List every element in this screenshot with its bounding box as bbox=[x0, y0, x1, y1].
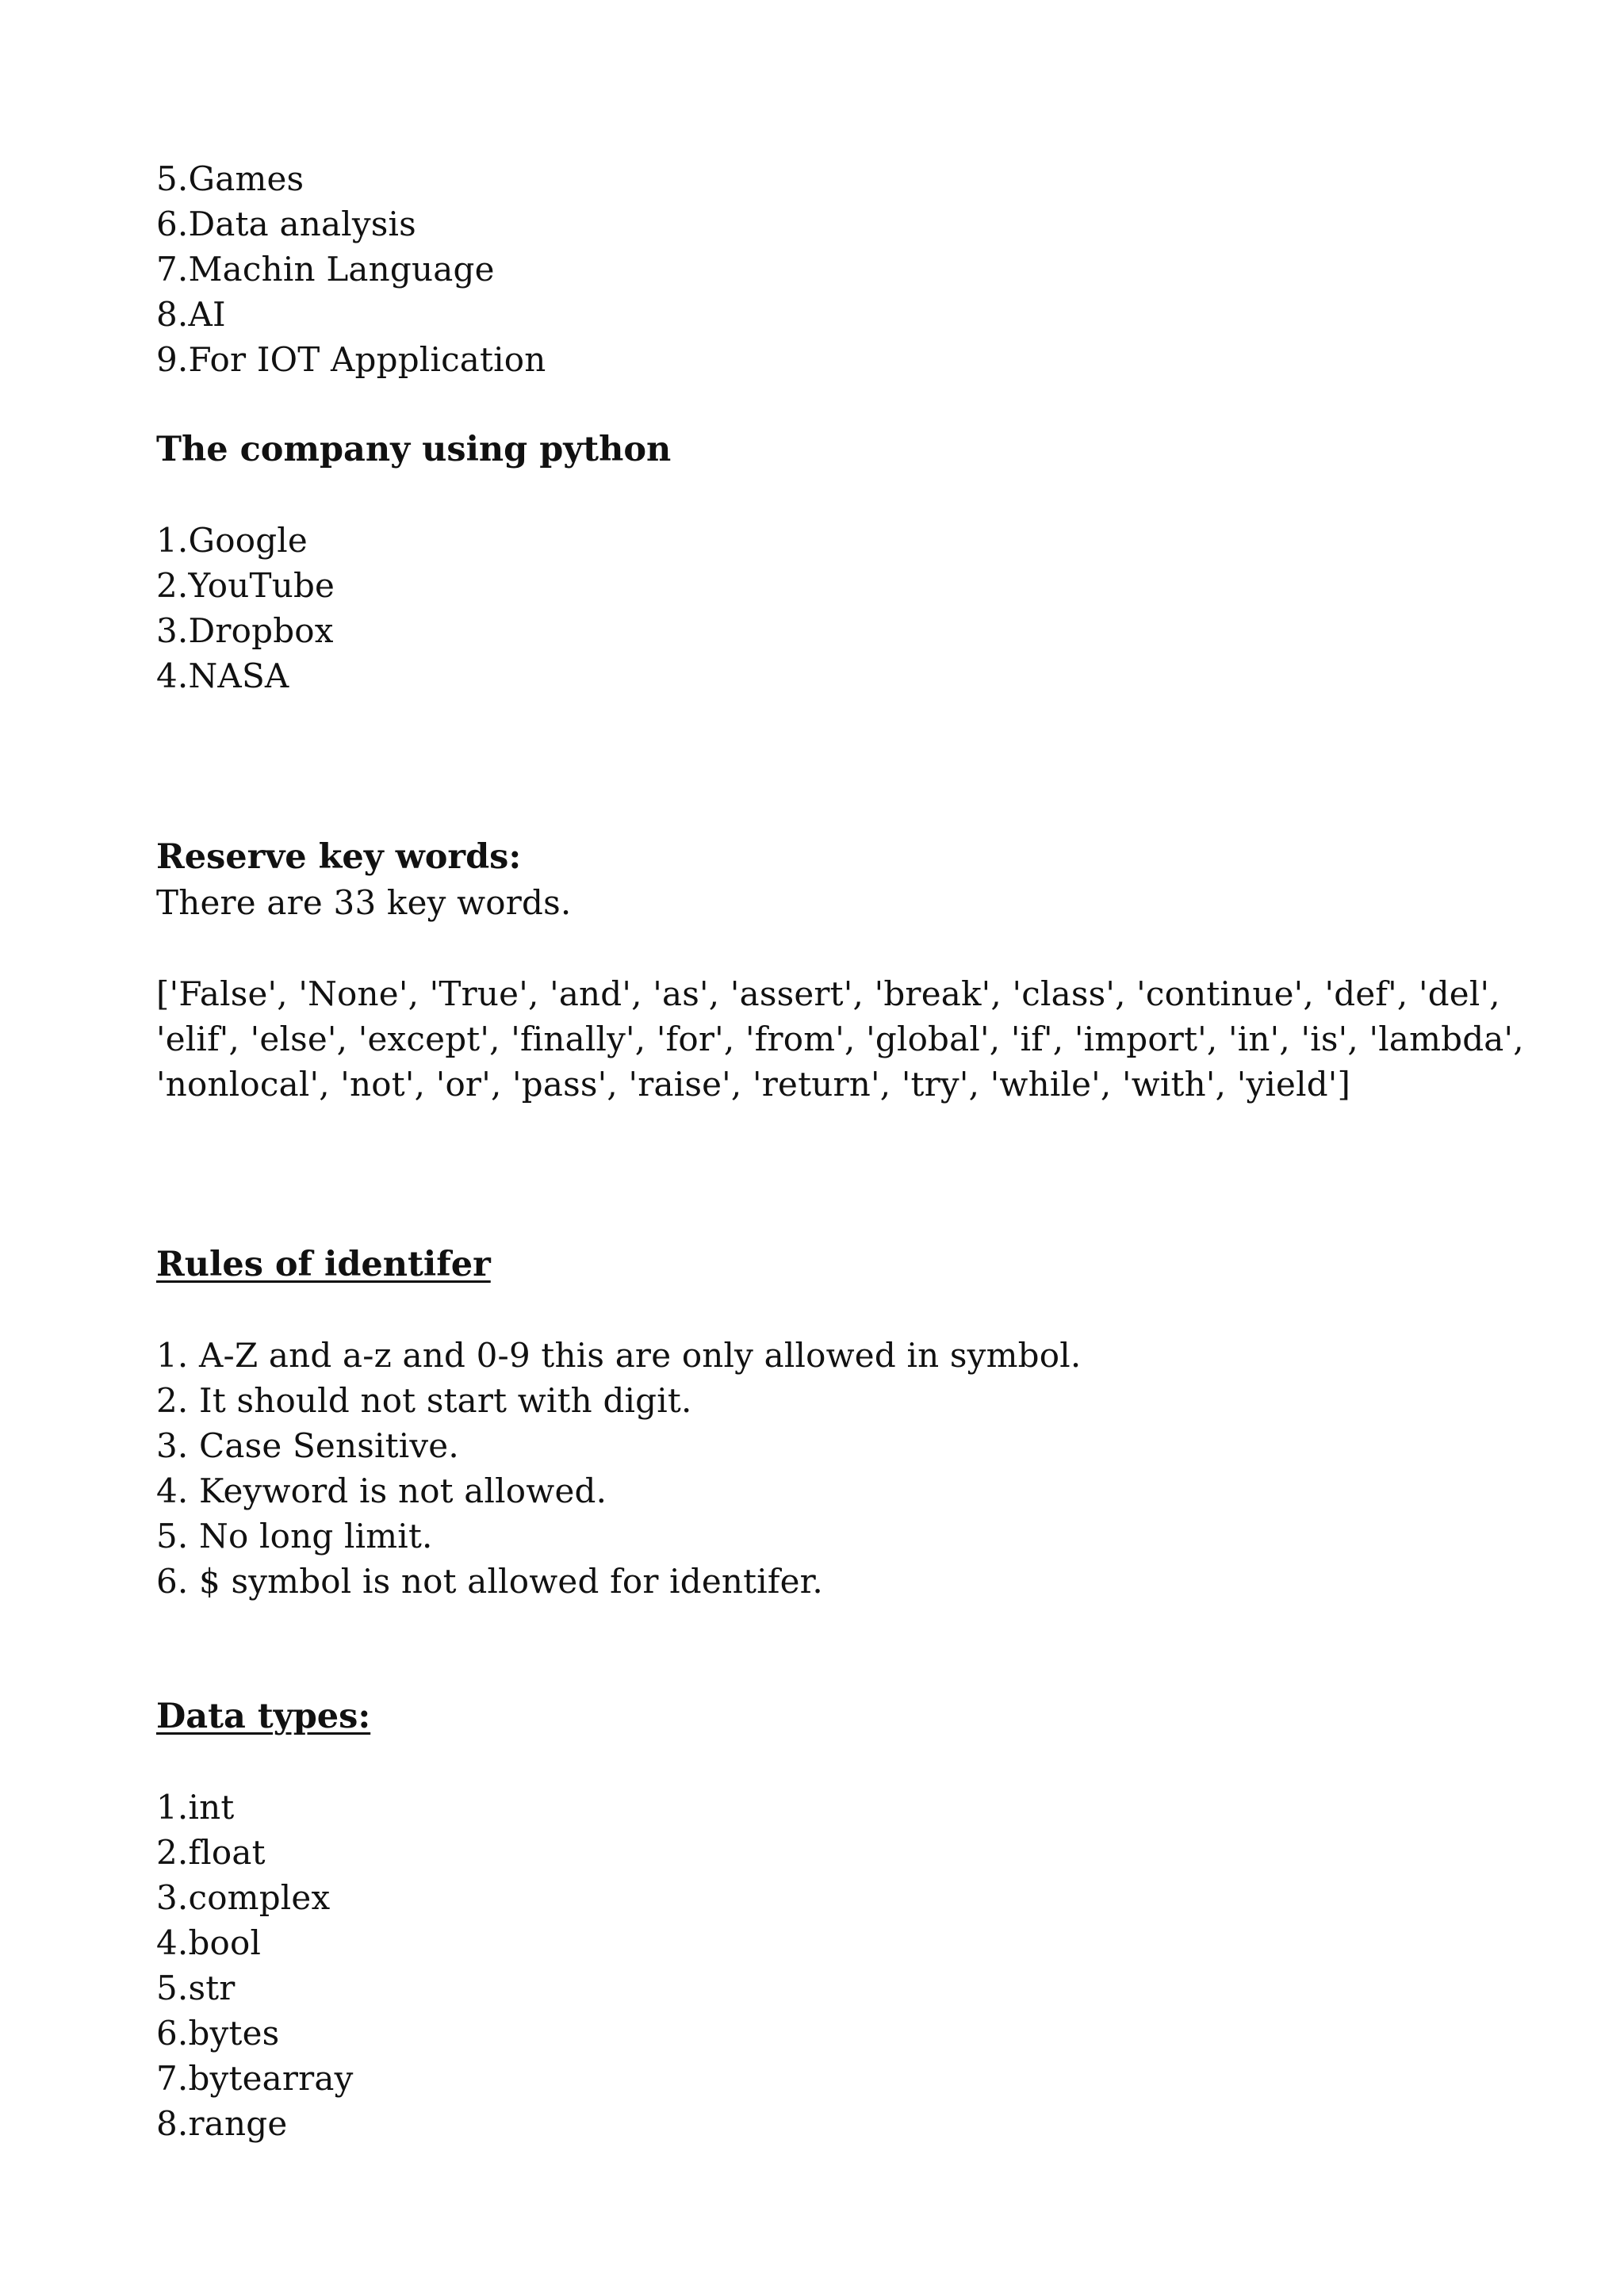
list-item: 5.str bbox=[156, 1969, 236, 2007]
keywords-count-text: There are 33 key words. bbox=[156, 883, 572, 922]
rules-list bbox=[156, 1333, 1504, 1604]
list-item: 5.Games bbox=[156, 159, 304, 198]
keywords-list-line: 'elif', 'else', 'except', 'finally', 'for', 'from', 'global', 'if', 'import', 'in', 'is', 'lambda', bbox=[156, 1020, 1524, 1058]
list-item: 2.float bbox=[156, 1833, 266, 1872]
list-item: 2.YouTube bbox=[156, 566, 335, 605]
list-item: 4.bool bbox=[156, 1923, 262, 1962]
list-item: 7.bytearray bbox=[156, 2059, 354, 2098]
list-item: 7.Machin Language bbox=[156, 250, 495, 289]
list-item: 9.For IOT Appplication bbox=[156, 340, 546, 379]
list-item: 1.int bbox=[156, 1788, 235, 1827]
data-types-heading-block bbox=[156, 1694, 1504, 1739]
list-item: 5. No long limit. bbox=[156, 1517, 433, 1556]
keywords-list-line: ['False', 'None', 'True', 'and', 'as', 'assert', 'break', 'class', 'continue', 'def', 'del', bbox=[156, 974, 1500, 1013]
list-item: 8.AI bbox=[156, 295, 226, 334]
list-item: 8.range bbox=[156, 2104, 288, 2143]
list-item: 4. Keyword is not allowed. bbox=[156, 1471, 607, 1510]
list-item: 6. $ symbol is not allowed for identifer. bbox=[156, 1562, 823, 1601]
list-item: 3. Case Sensitive. bbox=[156, 1426, 459, 1465]
list-item: 6.bytes bbox=[156, 2014, 280, 2053]
keywords-list bbox=[156, 971, 1524, 1107]
data-types-list bbox=[156, 1785, 1504, 2146]
list-item: 2. It should not start with digit. bbox=[156, 1381, 692, 1420]
data-types-heading: Data types: bbox=[156, 1697, 371, 1736]
list-item: 4.NASA bbox=[156, 656, 289, 695]
keywords-section bbox=[156, 835, 1504, 925]
list-item: 1.Google bbox=[156, 521, 308, 560]
list-item: 1. A-Z and a-z and 0-9 this are only allowed in symbol. bbox=[156, 1336, 1082, 1375]
companies-heading-block bbox=[156, 427, 1504, 473]
list-item: 3.Dropbox bbox=[156, 611, 334, 650]
list-item: 3.complex bbox=[156, 1878, 331, 1917]
uses-list bbox=[156, 156, 1504, 382]
keywords-heading: Reserve key words: bbox=[156, 837, 522, 877]
rules-heading-block bbox=[156, 1242, 1504, 1288]
rules-heading: Rules of identifer bbox=[156, 1245, 491, 1284]
list-item: 6.Data analysis bbox=[156, 205, 416, 243]
companies-list bbox=[156, 518, 1504, 698]
companies-heading: The company using python bbox=[156, 430, 672, 469]
keywords-list-line: 'nonlocal', 'not', 'or', 'pass', 'raise', 'return', 'try', 'while', 'with', 'yield'] bbox=[156, 1065, 1351, 1104]
